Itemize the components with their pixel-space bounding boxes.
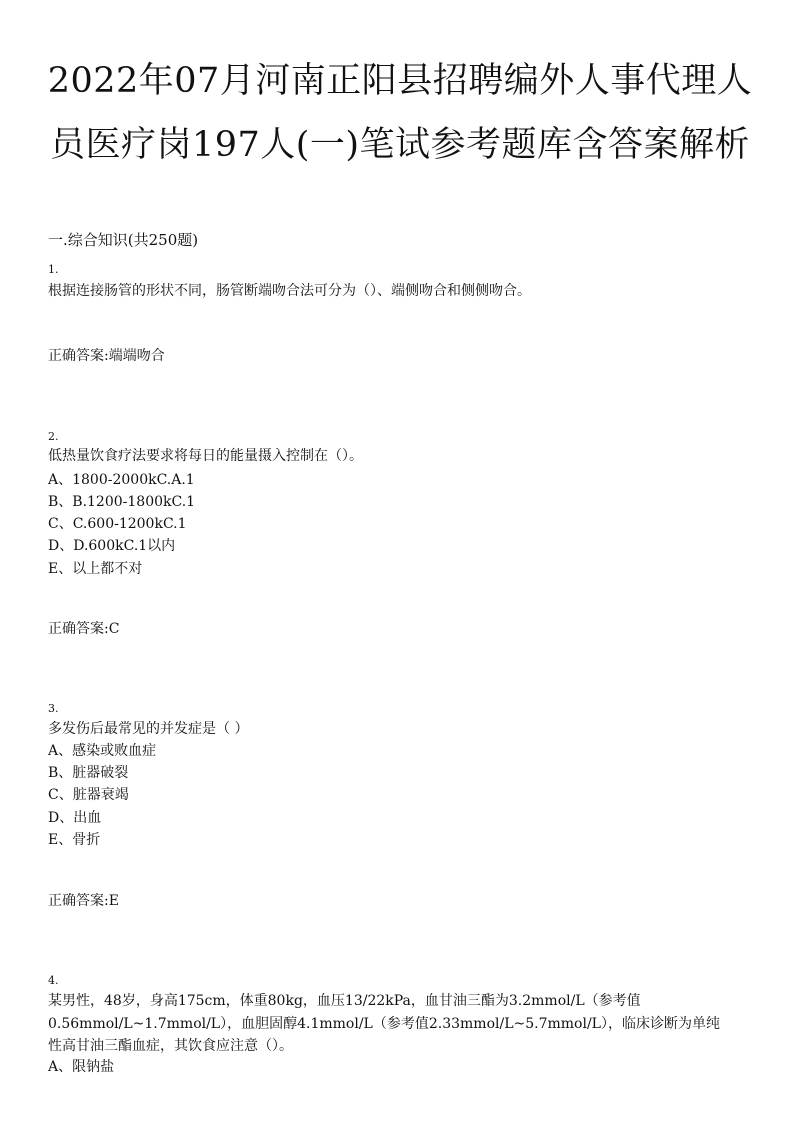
section-heading: 一.综合知识(共250题) [48,231,199,249]
question-1-answer: 正确答案:端端吻合 [48,348,165,364]
question-3-option-b: B、脏器破裂 [48,765,129,781]
question-3-answer: 正确答案:E [48,893,119,909]
document-title-line-2: 员医疗岗197人(一)笔试参考题库含答案解析 [49,125,751,165]
question-2-option-b: B、B.1200-1800kC.1 [48,494,196,510]
document-title-line-1: 2022年07月河南正阳县招聘编外人事代理人 [47,61,753,101]
question-4-text-line-1: 某男性，48岁，身高175cm，体重80kg，血压13/22kPa，血甘油三酯为3.2mmol/L（参考值 [48,993,641,1009]
question-2-text: 低热量饮食疗法要求将每日的能量摄入控制在（）。 [48,448,363,464]
question-2-option-e: E、以上都不对 [48,561,143,577]
question-3-option-a: A、感染或败血症 [48,743,157,759]
question-2-number: 2. [48,430,59,443]
question-4-number: 4. [48,974,59,987]
question-3-option-c: C、脏器衰竭 [48,787,129,803]
question-2-option-c: C、C.600-1200kC.1 [48,516,187,532]
question-1-text: 根据连接肠管的形状不同，肠管断端吻合法可分为（）、端侧吻合和侧侧吻合。 [48,283,531,299]
question-4-option-a: A、限钠盐 [48,1059,115,1075]
question-3-text: 多发伤后最常见的并发症是（ ） [48,721,249,737]
question-3-option-d: D、出血 [48,810,102,826]
question-3-option-e: E、骨折 [48,832,101,848]
question-2-option-a: A、1800-2000kC.A.1 [48,472,195,488]
question-2-option-d: D、D.600kC.1以内 [48,538,176,554]
question-3-number: 3. [48,702,59,715]
question-2-answer: 正确答案:C [48,621,120,637]
question-4-text-line-3: 性高甘油三酯血症，其饮食应注意（）。 [48,1038,293,1054]
question-4-text-line-2: 0.56mmol/L~1.7mmol/L），血胆固醇4.1mmol/L（参考值2.33mmol/L~5.7mmol/L），临床诊断为单纯 [48,1016,720,1032]
question-1-number: 1. [48,263,59,276]
